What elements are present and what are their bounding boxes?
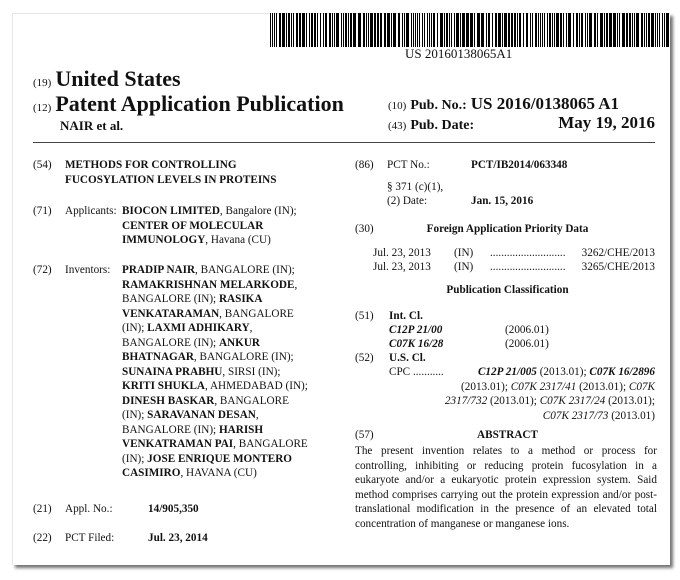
applicants-code: (71) bbox=[33, 205, 52, 217]
barcode-bar bbox=[306, 13, 307, 47]
barcode-bar bbox=[573, 13, 574, 47]
barcode-bar bbox=[519, 13, 521, 47]
barcode-bar bbox=[552, 13, 553, 47]
barcode-bar bbox=[629, 13, 631, 47]
pct-no-value: PCT/IB2014/063348 bbox=[471, 159, 568, 171]
barcode-bar bbox=[341, 13, 342, 47]
barcode-bar bbox=[299, 13, 301, 47]
barcode-bar bbox=[585, 13, 586, 47]
barcode-bar bbox=[581, 13, 583, 47]
name: CASIMIRO bbox=[122, 467, 181, 479]
name: BHATNAGAR bbox=[122, 351, 194, 363]
barcode-bar bbox=[641, 13, 643, 47]
cpc-class: C12P 21/005 bbox=[477, 366, 537, 378]
cpc-version: (2013.01) bbox=[608, 409, 655, 422]
barcode-bar bbox=[440, 13, 443, 47]
barcode-bar bbox=[323, 13, 324, 47]
int-cl-class-2: C07K 16/28 bbox=[389, 338, 444, 350]
barcode-bar bbox=[655, 13, 656, 47]
barcode-bar bbox=[600, 13, 603, 47]
priority-dots-1: ........................... bbox=[490, 247, 566, 259]
barcode-bar bbox=[402, 13, 403, 47]
barcode-bar bbox=[609, 13, 612, 47]
barcode-bar bbox=[636, 13, 639, 47]
text-line bbox=[122, 204, 297, 219]
barcode-bar bbox=[451, 13, 452, 47]
pub-date: May 19, 2016 bbox=[558, 113, 655, 132]
applicants-list bbox=[122, 204, 297, 248]
barcode-bar bbox=[626, 13, 628, 47]
barcode-bar bbox=[437, 13, 438, 47]
barcode-bar bbox=[538, 13, 539, 47]
location: , HAVANA (CU) bbox=[180, 467, 257, 479]
invention-title bbox=[65, 158, 276, 187]
barcode-bar bbox=[619, 13, 620, 47]
barcode-bar bbox=[460, 13, 461, 47]
text-line bbox=[445, 394, 655, 409]
barcode-bar bbox=[514, 13, 516, 47]
abstract-code: (57) bbox=[355, 429, 374, 441]
name: CENTER OF MOLECULAR bbox=[122, 219, 264, 232]
barcode-bar bbox=[366, 13, 367, 47]
name: RAMAKRISHNAN MELARKODE bbox=[122, 278, 295, 291]
pub-date-label: Pub. Date: bbox=[410, 118, 475, 133]
barcode-bar bbox=[424, 13, 425, 47]
title-code: (54) bbox=[33, 159, 52, 171]
cpc-dots: ........... bbox=[412, 366, 444, 378]
publication-classification-heading: Publication Classification bbox=[446, 284, 569, 296]
barcode-bar bbox=[427, 13, 428, 47]
barcode-bar bbox=[474, 13, 475, 47]
barcode-bar bbox=[272, 13, 273, 47]
cpc-version: (2013.01); bbox=[576, 380, 629, 393]
cpc-label: CPC bbox=[389, 366, 411, 378]
pub-no-code: (10) bbox=[388, 100, 407, 112]
barcode-bar bbox=[398, 13, 400, 47]
cpc-version: (2013.01); bbox=[461, 380, 511, 393]
barcode-bar bbox=[274, 13, 275, 47]
text-line bbox=[122, 423, 308, 438]
abstract-heading: ABSTRACT bbox=[477, 429, 538, 441]
barcode-bar bbox=[613, 13, 616, 47]
priority-dots-2: ........................... bbox=[490, 261, 566, 273]
barcode-bar bbox=[404, 13, 405, 47]
barcode-bar bbox=[387, 13, 390, 47]
cpc-version: (2013.01); bbox=[536, 366, 590, 378]
barcode-bar bbox=[502, 13, 503, 47]
cpc-class: C07K 2317/73 bbox=[542, 409, 609, 422]
barcode-bar bbox=[540, 13, 541, 47]
barcode-bar bbox=[508, 13, 510, 47]
appl-no-code: (21) bbox=[33, 503, 52, 515]
barcode-bar bbox=[286, 13, 287, 47]
location: , bbox=[249, 322, 253, 334]
cpc-class: C07K 16/2896 bbox=[589, 366, 655, 378]
location: BANGALORE (IN); bbox=[122, 336, 219, 349]
barcode-bar bbox=[606, 13, 608, 47]
priority-date-2: Jul. 23, 2013 bbox=[373, 261, 431, 273]
barcode-bar bbox=[296, 13, 298, 47]
location: BANGALORE (IN); bbox=[122, 423, 219, 436]
text-line bbox=[122, 321, 308, 336]
barcode-bar bbox=[632, 13, 633, 47]
barcode-bar bbox=[293, 13, 294, 47]
barcode-bar bbox=[302, 13, 305, 47]
barcode-bar bbox=[589, 13, 592, 47]
us-cl-code: (52) bbox=[355, 352, 374, 364]
barcode-bar bbox=[530, 13, 531, 47]
int-cl-version-1: (2006.01) bbox=[505, 324, 549, 336]
barcode-bar bbox=[495, 13, 497, 47]
barcode-bar bbox=[320, 13, 321, 47]
int-cl-class-1: C12P 21/00 bbox=[389, 324, 443, 336]
pct-no-code: (86) bbox=[355, 159, 374, 171]
barcode-bar bbox=[363, 13, 365, 47]
name: DINESH BASKAR bbox=[122, 394, 215, 407]
cpc-class: 2317/732 bbox=[444, 395, 488, 407]
barcode-bar bbox=[429, 13, 430, 47]
text-line bbox=[122, 307, 308, 322]
barcode-bar bbox=[481, 13, 484, 47]
pub-date-code: (43) bbox=[388, 120, 407, 132]
name: BIOCON LIMITED bbox=[122, 205, 220, 217]
text-line bbox=[122, 292, 308, 307]
barcode-bar bbox=[377, 13, 379, 47]
location: , BANGALORE (IN); bbox=[193, 351, 294, 363]
foreign-priority-code: (30) bbox=[355, 223, 374, 235]
pct-filed-label: PCT Filed: bbox=[65, 532, 115, 544]
barcode-bar bbox=[334, 13, 335, 47]
location: , bbox=[294, 278, 298, 291]
text-line bbox=[122, 350, 308, 365]
barcode-bar bbox=[417, 13, 418, 47]
barcode-bar bbox=[646, 13, 647, 47]
barcode-bar bbox=[270, 13, 271, 47]
barcode-bar bbox=[374, 13, 376, 47]
barcode-bar bbox=[332, 13, 333, 47]
barcode-bar bbox=[634, 13, 635, 47]
barcode-bar bbox=[526, 13, 528, 47]
barcode-bar bbox=[544, 13, 545, 47]
barcode-bar bbox=[579, 13, 580, 47]
barcode-bar bbox=[446, 13, 448, 47]
name: IMMUNOLOGY bbox=[122, 234, 206, 246]
barcode-bar bbox=[597, 13, 598, 47]
name: ANKUR bbox=[218, 336, 260, 349]
barcode-bar bbox=[406, 13, 409, 47]
barcode-bar bbox=[419, 13, 420, 47]
location: , bbox=[255, 409, 259, 421]
cpc-class: C07K 2317/41 bbox=[510, 380, 577, 393]
pub-type-code: (12) bbox=[33, 102, 52, 114]
barcode-bar bbox=[456, 13, 459, 47]
barcode-bar bbox=[659, 13, 660, 47]
barcode-bar bbox=[666, 13, 669, 47]
pct-filed-code: (22) bbox=[33, 532, 52, 544]
barcode-bar bbox=[568, 13, 571, 47]
location: , BANGALORE bbox=[214, 394, 289, 407]
pct-filed-value: Jul. 23, 2014 bbox=[148, 532, 208, 544]
location: , SIRSI (IN); bbox=[222, 365, 281, 378]
text-line bbox=[122, 219, 297, 234]
barcode-bar bbox=[311, 13, 313, 47]
barcode-bar bbox=[336, 13, 339, 47]
location: (IN); bbox=[122, 322, 148, 334]
barcode-bar bbox=[462, 13, 465, 47]
barcode-text: US 20160138065A1 bbox=[405, 46, 513, 61]
barcode-bar bbox=[617, 13, 618, 47]
barcode-bar bbox=[413, 13, 414, 47]
barcode-bar bbox=[587, 13, 588, 47]
pub-no-line bbox=[388, 94, 619, 114]
text-line bbox=[122, 336, 308, 351]
barcode-bar bbox=[433, 13, 435, 47]
priority-date-1: Jul. 23, 2013 bbox=[373, 247, 431, 259]
barcode-bar bbox=[486, 13, 487, 47]
name: VENKATARAMAN bbox=[122, 307, 220, 320]
barcode-bar bbox=[279, 13, 281, 47]
barcode-bar bbox=[547, 13, 548, 47]
barcode-bar bbox=[498, 13, 501, 47]
barcode-bar bbox=[288, 13, 290, 47]
barcode-bar bbox=[411, 13, 412, 47]
text-line bbox=[122, 278, 308, 293]
int-cl-code: (51) bbox=[355, 310, 374, 322]
barcode-bar bbox=[604, 13, 605, 47]
us-cl-label: U.S. Cl. bbox=[389, 352, 426, 364]
inventors-label: Inventors: bbox=[65, 264, 111, 276]
barcode-bar bbox=[384, 13, 386, 47]
barcode-bar bbox=[560, 13, 562, 47]
country-code: (19) bbox=[33, 77, 52, 89]
priority-number-1: 3262/CHE/2013 bbox=[581, 247, 655, 259]
barcode-bar bbox=[470, 13, 473, 47]
barcode-bar bbox=[309, 13, 310, 47]
barcode-bar bbox=[431, 13, 432, 47]
text-line bbox=[122, 365, 308, 380]
barcode-bar bbox=[353, 13, 356, 47]
barcode-bar bbox=[556, 13, 559, 47]
title-line: FUCOSYLATION LEVELS IN PROTEINS bbox=[65, 173, 277, 186]
text-line bbox=[445, 380, 655, 395]
barcode-bar bbox=[329, 13, 331, 47]
barcode-bar bbox=[422, 13, 423, 47]
barcode-bar bbox=[466, 13, 469, 47]
barcode-bar bbox=[282, 13, 285, 47]
name: SUNAINA PRABHU bbox=[122, 365, 223, 378]
barcode-bar bbox=[517, 13, 518, 47]
barcode-bar bbox=[393, 13, 396, 47]
location: , AHMEDABAD (IN); bbox=[205, 380, 308, 392]
text-line bbox=[122, 233, 297, 248]
barcode-bar bbox=[325, 13, 327, 47]
barcode-bar bbox=[449, 13, 450, 47]
barcode-bar bbox=[488, 13, 490, 47]
priority-number-2: 3265/CHE/2013 bbox=[581, 261, 655, 273]
cpc-label-line bbox=[389, 365, 444, 380]
barcode-bar bbox=[380, 13, 382, 47]
inventors-list bbox=[122, 263, 308, 481]
appl-no-label: Appl. No.: bbox=[65, 503, 113, 515]
text-line bbox=[122, 466, 308, 481]
title-line: METHODS FOR CONTROLLING bbox=[65, 159, 237, 171]
barcode-bar bbox=[664, 13, 665, 47]
name: KRITI SHUKLA bbox=[122, 380, 205, 392]
text-line bbox=[122, 437, 308, 452]
name: HARISH bbox=[218, 423, 264, 436]
barcode-bar bbox=[542, 13, 543, 47]
barcode-bar bbox=[345, 13, 347, 47]
barcode-bar bbox=[566, 13, 567, 47]
foreign-priority-heading: Foreign Application Priority Data bbox=[426, 223, 589, 235]
name: VENKATRAMAN PAI bbox=[122, 438, 234, 450]
location: BANGALORE (IN); bbox=[122, 293, 219, 305]
abstract-text: The present invention relates to a method or process for controlling, inhibiting or reducing protein fucosylation in a eukaryote and/or a eukaryotic protein expression system. Said method comprises carrying out the protein expression and/or post-translational modification in the presence of an elevated total concentration of manganese or manganese ions. bbox=[355, 445, 657, 530]
location: , Havana (CU) bbox=[205, 234, 271, 246]
appl-no-value: 14/905,350 bbox=[148, 503, 199, 515]
pct-no-label: PCT No.: bbox=[387, 159, 430, 171]
barcode-bar bbox=[343, 13, 344, 47]
barcode-bar bbox=[291, 13, 292, 47]
authors: NAIR et al. bbox=[60, 118, 124, 133]
barcode-bar bbox=[350, 13, 352, 47]
barcode-bar bbox=[576, 13, 578, 47]
name: PRADIP NAIR bbox=[122, 264, 196, 276]
int-cl-label: Int. Cl. bbox=[389, 310, 423, 322]
country-line bbox=[33, 66, 181, 92]
text-line bbox=[122, 452, 308, 467]
pub-no-label: Pub. No.: bbox=[410, 98, 467, 113]
location: (IN); bbox=[122, 409, 148, 421]
barcode-bar bbox=[276, 13, 277, 47]
location: , Bangalore (IN); bbox=[219, 205, 297, 217]
pub-type: Patent Application Publication bbox=[55, 91, 344, 116]
barcode-bar bbox=[563, 13, 564, 47]
barcode-bar bbox=[391, 13, 392, 47]
cpc-class: C07K bbox=[628, 380, 655, 393]
barcode-bar bbox=[314, 13, 316, 47]
priority-country-1: (IN) bbox=[454, 247, 474, 259]
pub-date-line bbox=[388, 116, 474, 134]
barcode-bar bbox=[415, 13, 416, 47]
barcode-bar bbox=[444, 13, 445, 47]
barcode-bar bbox=[317, 13, 318, 47]
text-line bbox=[445, 409, 655, 424]
applicants-label: Applicants: bbox=[65, 205, 117, 217]
barcode-bar bbox=[535, 13, 537, 47]
cpc-class: C07K 2317/24 bbox=[539, 395, 606, 407]
barcode-bar bbox=[549, 13, 551, 47]
barcode-bar bbox=[622, 13, 625, 47]
country: United States bbox=[55, 66, 181, 91]
barcode-bar bbox=[511, 13, 513, 47]
pub-type-line bbox=[33, 91, 344, 117]
text-line bbox=[445, 365, 655, 380]
barcode-bar bbox=[504, 13, 507, 47]
barcode-bar bbox=[368, 13, 369, 47]
cpc-version: (2013.01); bbox=[487, 395, 540, 407]
location: , BANGALORE bbox=[219, 307, 294, 320]
text-line bbox=[122, 379, 308, 394]
barcode-bar bbox=[492, 13, 493, 47]
barcode-bar bbox=[370, 13, 373, 47]
cpc-classes bbox=[445, 365, 655, 423]
barcode-icon bbox=[270, 13, 675, 47]
location: , BANGALORE bbox=[233, 438, 308, 450]
section-371-line2: (2) Date: bbox=[387, 195, 428, 207]
barcode-bar bbox=[662, 13, 663, 47]
barcode-bar bbox=[358, 13, 361, 47]
inventors-code: (72) bbox=[33, 264, 52, 276]
barcode-bar bbox=[523, 13, 524, 47]
barcode-bar bbox=[657, 13, 658, 47]
section-371-line1: § 371 (c)(1), bbox=[387, 181, 444, 193]
name: JOSE ENRIQUE MONTERO bbox=[147, 452, 293, 465]
text-line bbox=[122, 408, 308, 423]
pub-no: US 2016/0138065 A1 bbox=[470, 94, 620, 113]
cpc-version: (2013.01); bbox=[605, 395, 655, 407]
name: RASIKA bbox=[218, 293, 263, 305]
priority-country-2: (IN) bbox=[454, 261, 474, 273]
barcode-bar bbox=[644, 13, 645, 47]
barcode-bar bbox=[648, 13, 650, 47]
barcode-bar bbox=[477, 13, 480, 47]
location: (IN); bbox=[122, 452, 148, 465]
barcode-bar bbox=[348, 13, 349, 47]
barcode-bar bbox=[651, 13, 654, 47]
barcode-bar bbox=[554, 13, 555, 47]
section-371-value: Jan. 15, 2016 bbox=[471, 195, 534, 207]
int-cl-version-2: (2006.01) bbox=[505, 338, 549, 350]
barcode-bar bbox=[594, 13, 596, 47]
name: SARAVANAN DESAN bbox=[147, 409, 256, 421]
text-line bbox=[122, 394, 308, 409]
location: , BANGALORE (IN); bbox=[195, 264, 295, 276]
header-divider bbox=[33, 142, 655, 143]
text-line bbox=[122, 263, 308, 278]
name: LAXMI ADHIKARY bbox=[147, 322, 250, 334]
barcode-bar bbox=[532, 13, 533, 47]
barcode-bar bbox=[454, 13, 455, 47]
